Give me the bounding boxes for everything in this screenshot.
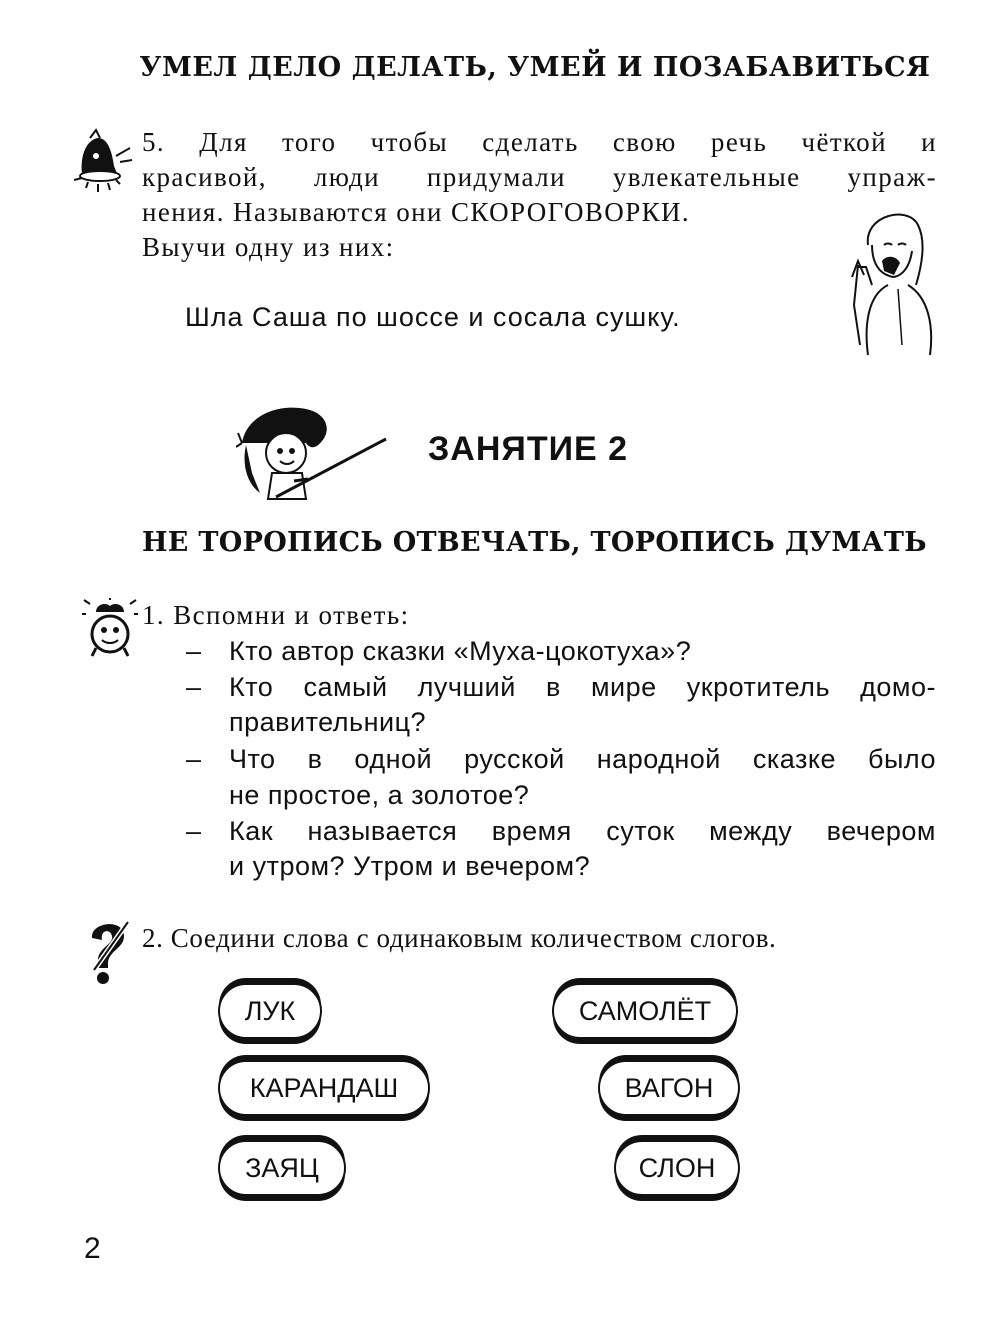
word-card-right-3[interactable]: СЛОН <box>614 1140 740 1196</box>
question-1-line-1: Кто автор сказки «Муха-цокотуха»? <box>229 636 692 666</box>
lesson-title: ЗАНЯТИЕ 2 <box>428 430 629 468</box>
question-3-line-2: не простое, а золотое? <box>229 780 530 810</box>
task5-line-3: нения. Называются они СКОРОГОВОРКИ. <box>142 197 691 227</box>
question-dash: – <box>186 636 202 666</box>
word-card-left-3[interactable]: ЗАЯЦ <box>218 1140 346 1196</box>
word-card-left-2[interactable]: КАРАНДАШ <box>218 1060 430 1116</box>
section-heading-2: НЕ ТОРОПИСЬ ОТВЕЧАТЬ, ТОРОПИСЬ ДУМАТЬ <box>142 527 927 558</box>
question-1 <box>186 636 936 667</box>
task5-line-1: 5. Для того чтобы сделать свою речь чёткой и <box>142 127 937 157</box>
word-card-left-1[interactable]: ЛУК <box>218 983 322 1039</box>
task5-line-2: красивой, люди придумали увлекательные упраж- <box>142 162 937 192</box>
question-4-line-2: и утром? Утром и вечером? <box>229 851 591 881</box>
question-dash: – <box>186 672 202 702</box>
question-2-line-1: Кто самый лучший в мире укротитель домо- <box>229 672 936 702</box>
task2-instruction: 2. Соедини слова с одинаковым количеством слогов. <box>142 923 777 953</box>
question-4-line-1: Как называется время суток между вечером <box>229 816 936 846</box>
question-2-line-2: правительниц? <box>229 707 427 737</box>
word-card-right-1[interactable]: САМОЛЁТ <box>552 983 738 1039</box>
gnome-with-pointer-illustration <box>236 403 388 503</box>
question-3-line-1: Что в одной русской народной сказке было <box>229 744 936 774</box>
question-dash: – <box>186 744 202 774</box>
word-card-right-2[interactable]: ВАГОН <box>598 1060 740 1116</box>
question-pencil-icon <box>84 918 134 988</box>
task5-line-4: Выучи одну из них: <box>142 232 395 262</box>
task1-intro: 1. Вспомни и ответь: <box>142 600 410 630</box>
section-heading-1: УМЕЛ ДЕЛО ДЕЛАТЬ, УМЕЙ И ПОЗАБАВИТЬСЯ <box>139 52 931 83</box>
alarm-clock-icon <box>82 598 138 660</box>
girl-covering-mouth-illustration <box>838 205 948 365</box>
question-dash: – <box>186 816 202 846</box>
bell-icon <box>70 126 134 196</box>
question-2 <box>186 672 936 703</box>
tongue-twister: Шла Саша по шоссе и сосала сушку. <box>185 302 681 332</box>
question-4 <box>186 816 936 847</box>
page-number: 2 <box>84 1232 101 1265</box>
question-3 <box>186 744 936 775</box>
